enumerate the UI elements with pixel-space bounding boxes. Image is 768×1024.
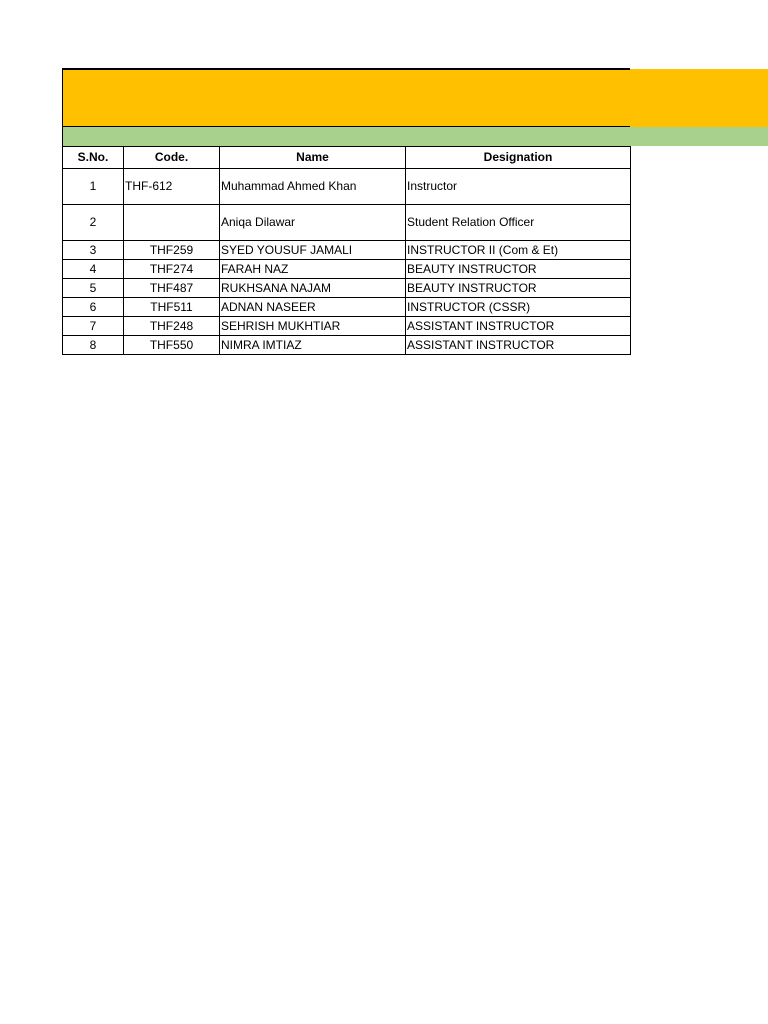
subtitle-band (62, 127, 768, 146)
cell-designation: ASSISTANT INSTRUCTOR (406, 336, 631, 355)
cell-code: THF259 (124, 241, 220, 260)
cell-sno: 7 (63, 317, 124, 336)
cell-sno: 5 (63, 279, 124, 298)
header-sno: S.No. (63, 147, 124, 169)
cell-name: NIMRA IMTIAZ (220, 336, 406, 355)
cell-code: THF487 (124, 279, 220, 298)
table-row (63, 260, 631, 279)
cell-code (124, 205, 220, 241)
cell-sno: 3 (63, 241, 124, 260)
cell-designation: INSTRUCTOR II (Com & Et) (406, 241, 631, 260)
cell-code: THF248 (124, 317, 220, 336)
table-row (63, 298, 631, 317)
cell-designation: Student Relation Officer (406, 205, 631, 241)
cell-name: Muhammad Ahmed Khan (220, 169, 406, 205)
cell-name: Aniqa Dilawar (220, 205, 406, 241)
cell-designation: ASSISTANT INSTRUCTOR (406, 317, 631, 336)
left-border (62, 68, 63, 147)
cell-designation: BEAUTY INSTRUCTOR (406, 260, 631, 279)
cell-name: SEHRISH MUKHTIAR (220, 317, 406, 336)
header-designation: Designation (406, 147, 631, 169)
cell-code: THF550 (124, 336, 220, 355)
cell-designation: Instructor (406, 169, 631, 205)
top-border (62, 68, 630, 70)
band-divider (62, 126, 630, 127)
staff-table (62, 146, 631, 355)
table-row (63, 279, 631, 298)
header-code: Code. (124, 147, 220, 169)
cell-sno: 6 (63, 298, 124, 317)
cell-name: RUKHSANA NAJAM (220, 279, 406, 298)
cell-code: THF511 (124, 298, 220, 317)
cell-name: FARAH NAZ (220, 260, 406, 279)
header-name: Name (220, 147, 406, 169)
table-row (63, 241, 631, 260)
table-row (63, 317, 631, 336)
cell-sno: 4 (63, 260, 124, 279)
cell-sno: 2 (63, 205, 124, 241)
cell-sno: 1 (63, 169, 124, 205)
cell-code: THF-612 (124, 169, 220, 205)
cell-name: SYED YOUSUF JAMALI (220, 241, 406, 260)
cell-name: ADNAN NASEER (220, 298, 406, 317)
table-row (63, 336, 631, 355)
cell-designation: INSTRUCTOR (CSSR) (406, 298, 631, 317)
cell-designation: BEAUTY INSTRUCTOR (406, 279, 631, 298)
table-row (63, 205, 631, 241)
cell-sno: 8 (63, 336, 124, 355)
table-row (63, 169, 631, 205)
header-row (63, 147, 631, 169)
cell-code: THF274 (124, 260, 220, 279)
title-band (62, 69, 768, 127)
